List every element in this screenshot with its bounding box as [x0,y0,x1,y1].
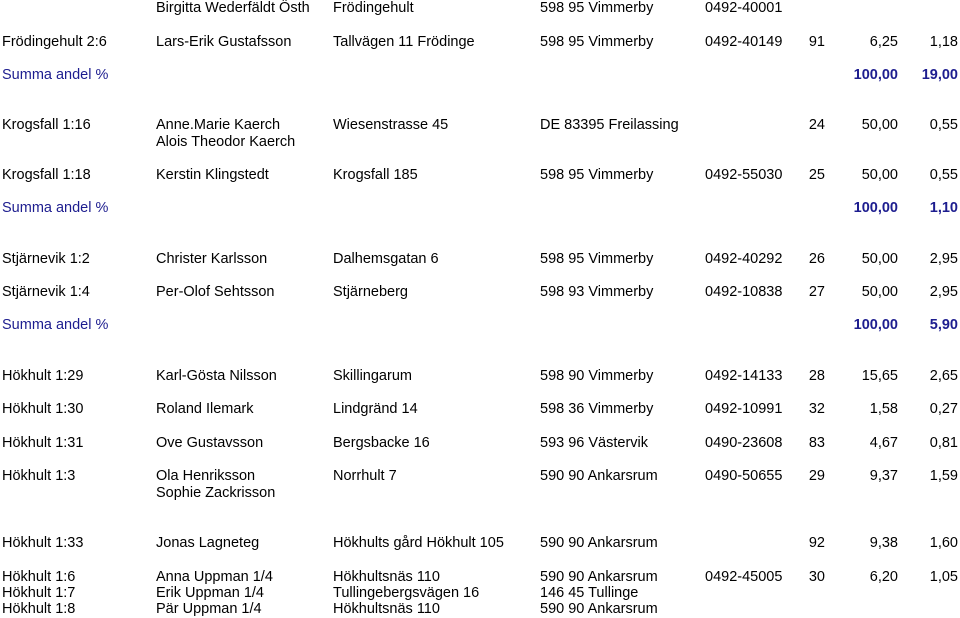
postal-cell: 598 95 Vimmerby [540,0,654,16]
postal-cell: DE 83395 Freilassing [540,117,679,133]
table-row [0,468,960,501]
owner-cell: Jonas Lagneteg [156,535,260,551]
share-percent-cell: 4,67 [869,435,898,451]
owner-cell: Roland Ilemark [156,401,254,417]
address-cell: Hökhults gård Hökhult 105 [333,535,504,551]
property-cell: Hökhult 1:30 [2,401,84,417]
address-cell: Tullingebergsvägen 16 [333,585,480,601]
owner-cell: Ola Henriksson [156,468,256,484]
postal-cell: 598 95 Vimmerby [540,167,654,183]
phone-cell: 0492-40292 [705,251,783,267]
postal-cell: 590 90 Ankarsrum [540,601,658,617]
number-cell: 91 [808,34,825,50]
property-cell: Hökhult 1:3 [2,468,76,484]
share-value-cell: 1,05 [929,569,958,585]
share-value-cell: 0,27 [929,401,958,417]
owner-cell: Anne.Marie Kaerch [156,117,281,133]
share-value-cell: 0,55 [929,167,958,183]
property-cell: Hökhult 1:29 [2,368,84,384]
property-cell: Hökhult 1:6 [2,569,76,585]
owner-cell: Birgitta Wederfäldt Östh [156,0,310,16]
share-percent-cell: 1,58 [869,401,898,417]
address-cell: Stjärneberg [333,284,408,300]
property-cell: Hökhult 1:33 [2,535,84,551]
table-row [0,601,960,618]
phone-cell: 0492-10838 [705,284,783,300]
phone-cell: 0492-55030 [705,167,783,183]
owner-cell: Karl-Gösta Nilsson [156,368,277,384]
share-percent-cell: 9,37 [869,468,898,484]
table-row [0,0,960,17]
property-cell: Hökhult 1:8 [2,601,76,617]
property-cell: Stjärnevik 1:2 [2,251,90,267]
summary-total: 1,10 [929,200,958,216]
property-cell: Hökhult 1:31 [2,435,84,451]
number-cell: 83 [808,435,825,451]
owner-cell: Kerstin Klingstedt [156,167,269,183]
table-row [0,435,960,452]
postal-cell: 590 90 Ankarsrum [540,468,658,484]
owner-cell: Per-Olof Sehtsson [156,284,275,300]
address-cell: Bergsbacke 16 [333,435,430,451]
number-cell: 29 [808,468,825,484]
share-percent-cell: 6,20 [869,569,898,585]
summary-label: Summa andel % [2,317,109,333]
phone-cell: 0490-23608 [705,435,783,451]
number-cell: 32 [808,401,825,417]
number-cell: 30 [808,569,825,585]
property-cell: Stjärnevik 1:4 [2,284,90,300]
postal-cell: 598 36 Vimmerby [540,401,654,417]
table-row [0,535,960,552]
table-row [0,284,960,301]
postal-cell: 590 90 Ankarsrum [540,535,658,551]
phone-cell: 0492-40001 [705,0,783,16]
share-percent-cell: 15,65 [861,368,898,384]
summary-row [0,200,960,217]
number-cell: 25 [808,167,825,183]
share-value-cell: 0,55 [929,117,958,133]
table-row [0,117,960,150]
phone-cell: 0490-50655 [705,468,783,484]
address-cell: Skillingarum [333,368,412,384]
owner-cell: Lars-Erik Gustafsson [156,34,292,50]
summary-row [0,67,960,84]
table-row [0,34,960,51]
address-cell: Hökhultsnäs 110 [333,569,440,585]
share-value-cell: 1,18 [929,34,958,50]
share-percent-cell: 50,00 [861,251,898,267]
share-percent-cell: 6,25 [869,34,898,50]
summary-total: 100,00 [853,67,898,83]
address-cell: Norrhult 7 [333,468,397,484]
number-cell: 26 [808,251,825,267]
share-value-cell: 2,65 [929,368,958,384]
summary-total: 100,00 [853,317,898,333]
postal-cell: 146 45 Tullinge [540,585,639,601]
address-cell: Dalhemsgatan 6 [333,251,439,267]
share-value-cell: 1,60 [929,535,958,551]
table-row [0,585,960,602]
number-cell: 27 [808,284,825,300]
postal-cell: 590 90 Ankarsrum [540,569,658,585]
address-cell: Tallvägen 11 Frödinge [333,34,475,50]
share-percent-cell: 50,00 [861,117,898,133]
table-row [0,167,960,184]
address-cell: Frödingehult [333,0,414,16]
share-value-cell: 0,81 [929,435,958,451]
owner-cell-secondary: Alois Theodor Kaerch [156,134,296,150]
phone-cell: 0492-14133 [705,368,783,384]
table-row [0,569,960,586]
owner-cell: Ove Gustavsson [156,435,264,451]
owner-cell: Anna Uppman 1/4 [156,569,273,585]
owner-cell: Erik Uppman 1/4 [156,585,264,601]
owner-cell: Christer Karlsson [156,251,268,267]
property-cell: Hökhult 1:7 [2,585,76,601]
property-cell: Krogsfall 1:18 [2,167,91,183]
table-row [0,401,960,418]
number-cell: 24 [808,117,825,133]
address-cell: Hökhultsnäs 110 [333,601,440,617]
address-cell: Lindgränd 14 [333,401,418,417]
summary-total: 19,00 [921,67,958,83]
owner-cell: Pär Uppman 1/4 [156,601,262,617]
address-cell: Wiesenstrasse 45 [333,117,449,133]
postal-cell: 598 95 Vimmerby [540,251,654,267]
postal-cell: 598 95 Vimmerby [540,34,654,50]
summary-total: 100,00 [853,200,898,216]
share-percent-cell: 50,00 [861,284,898,300]
share-percent-cell: 9,38 [869,535,898,551]
table-row [0,251,960,268]
share-value-cell: 2,95 [929,284,958,300]
property-cell: Krogsfall 1:16 [2,117,91,133]
share-percent-cell: 50,00 [861,167,898,183]
phone-cell: 0492-10991 [705,401,783,417]
table-row [0,368,960,385]
number-cell: 92 [808,535,825,551]
property-cell: Frödingehult 2:6 [2,34,107,50]
postal-cell: 598 90 Vimmerby [540,368,654,384]
phone-cell: 0492-40149 [705,34,783,50]
owner-cell-secondary: Sophie Zackrisson [156,485,276,501]
summary-label: Summa andel % [2,200,109,216]
postal-cell: 598 93 Vimmerby [540,284,654,300]
summary-total: 5,90 [929,317,958,333]
postal-cell: 593 96 Västervik [540,435,649,451]
summary-label: Summa andel % [2,67,109,83]
phone-cell: 0492-45005 [705,569,783,585]
address-cell: Krogsfall 185 [333,167,418,183]
number-cell: 28 [808,368,825,384]
summary-row [0,317,960,334]
share-value-cell: 2,95 [929,251,958,267]
share-value-cell: 1,59 [929,468,958,484]
